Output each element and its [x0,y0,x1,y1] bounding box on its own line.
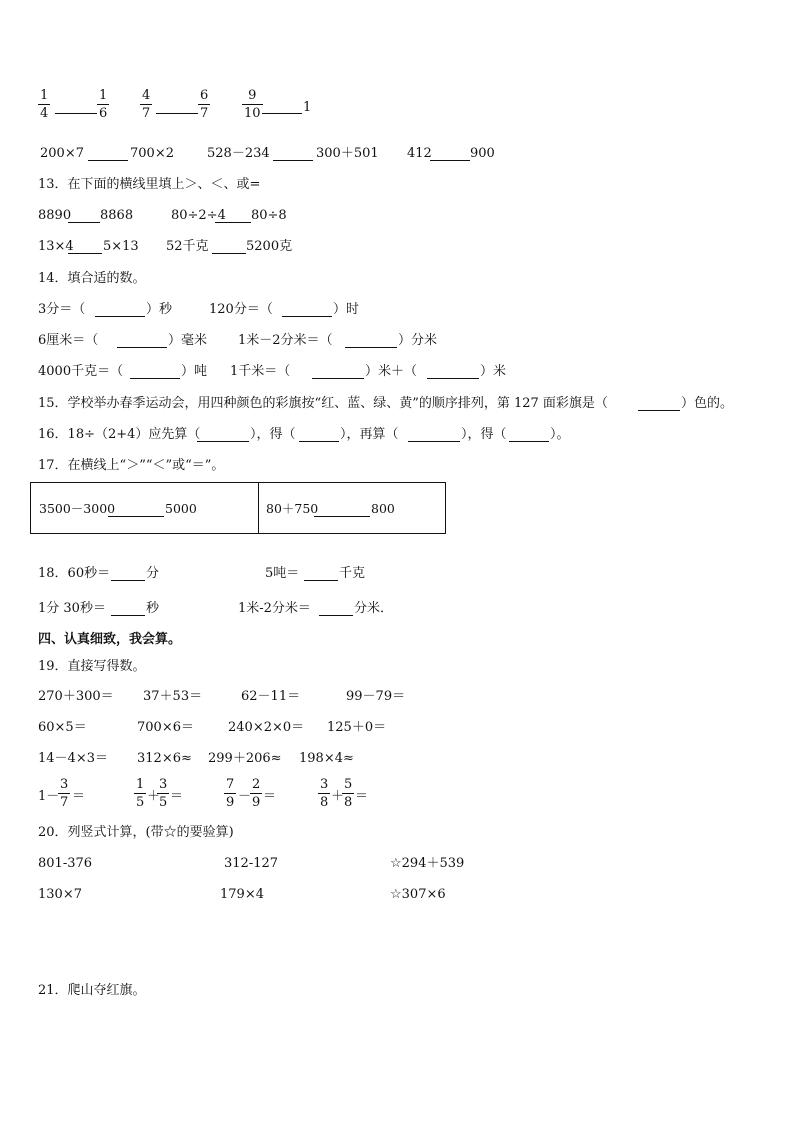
prompt-text: 1分 30秒＝ [38,601,106,616]
equals-sign: ＝ [263,789,277,804]
question-16-text: 16．18÷（2+4）应先算（ [38,427,201,442]
table-divider [258,483,259,533]
prompt-text: ）秒 [146,302,173,317]
expression: 700×2 [130,146,174,161]
prompt-text: ），得（ [250,427,296,442]
equals-sign: ＝ [355,789,369,804]
table-cell-right-value: 800 [371,501,395,516]
arithmetic-item: 270＋300＝ [38,689,114,704]
answer-blank[interactable] [197,440,249,442]
fraction: 3 7 [60,777,69,810]
answer-blank[interactable] [108,515,164,517]
question-14-title: 14．填合适的数。 [38,271,146,286]
answer-blank[interactable] [117,346,167,348]
answer-blank[interactable] [262,112,302,114]
prompt-text: ）分米 [398,333,438,348]
expression: 13×4 [38,239,74,254]
answer-blank[interactable] [299,440,339,442]
question-19-title: 19．直接写得数。 [38,659,146,674]
expression: 412 [407,146,432,161]
answer-blank[interactable] [88,159,128,161]
question-15-suffix: ）色的。 [681,396,734,411]
answer-blank[interactable] [319,614,353,616]
vertical-calc-item: 130×7 [38,887,82,902]
arithmetic-item: 14－4×3＝ [38,751,108,766]
arithmetic-item: 62－11＝ [241,689,301,704]
prompt-text: 120分＝（ [209,302,273,317]
expression: 5×13 [103,239,139,254]
prompt-text: ），再算（ [340,427,399,442]
prompt-text: ）米＋（ [365,364,418,379]
expression: 52千克 [166,239,209,254]
arithmetic-item: 198×4≈ [299,751,354,766]
arithmetic-item: 1－ [38,789,60,804]
prompt-text: ）。 [550,427,570,442]
expression: 5200克 [246,239,293,254]
fraction: 7 9 [226,777,235,810]
answer-blank[interactable] [215,221,251,223]
expression: 8868 [100,208,134,223]
unit-text: 分米． [354,601,394,616]
expression: 300＋501 [316,146,379,161]
compare-value: 1 [303,100,312,115]
answer-blank[interactable] [345,346,397,348]
prompt-text: ）毫米 [168,333,208,348]
table-cell-left-expression: 3500－3000 [39,501,116,516]
vertical-calc-item: ☆294＋539 [390,856,465,871]
vertical-calc-item: ☆307×6 [390,887,446,902]
question-21-title: 21．爬山夺红旗。 [38,983,146,998]
arithmetic-item: 312×6≈ [137,751,192,766]
answer-blank[interactable] [312,377,364,379]
prompt-text: ）吨 [181,364,208,379]
fraction: 1 6 [99,88,108,121]
section-heading: 四、认真细致，我会算。 [38,632,182,647]
prompt-text: ），得（ [461,427,507,442]
vertical-calc-item: 801-376 [38,856,93,871]
question-17-title: 17．在横线上“＞”“＜”或“＝”。 [38,458,225,473]
operator: － [238,789,252,804]
arithmetic-item: 700×6＝ [137,720,194,735]
answer-blank[interactable] [304,579,338,581]
arithmetic-item: 60×5＝ [38,720,87,735]
fraction: 1 4 [40,88,49,121]
arithmetic-item: 299＋206≈ [208,751,282,766]
fraction: 2 9 [252,777,261,810]
prompt-text: 5吨＝ [265,566,300,581]
comparison-table [30,482,446,534]
arithmetic-item: 125＋0＝ [327,720,387,735]
expression: 80÷8 [251,208,287,223]
answer-blank[interactable] [314,515,370,517]
fraction: 3 8 [320,777,329,810]
answer-blank[interactable] [111,614,145,616]
arithmetic-item: 240×2×0＝ [228,720,305,735]
fraction: 6 7 [200,88,209,121]
answer-blank[interactable] [55,112,97,114]
table-cell-right-expression: 80＋750 [266,501,319,516]
answer-blank[interactable] [95,315,145,317]
operator: ＋ [331,789,345,804]
answer-blank[interactable] [509,440,549,442]
vertical-calc-item: 179×4 [220,887,264,902]
expression: 200×7 [40,146,84,161]
answer-blank[interactable] [408,440,460,442]
answer-blank[interactable] [130,377,180,379]
fraction: 3 5 [159,777,168,810]
question-18-text: 18．60秒＝ [38,566,111,581]
question-15-text: 15．学校举办春季运动会，用四种颜色的彩旗按“红、蓝、绿、黄”的顺序排列，第 127 面彩旗是（ [38,396,608,411]
answer-blank[interactable] [68,252,102,254]
arithmetic-item: 37＋53＝ [143,689,203,704]
equals-sign: ＝ [72,789,86,804]
prompt-text: ）米 [480,364,507,379]
answer-blank[interactable] [273,159,313,161]
operator: ＋ [147,789,161,804]
answer-blank[interactable] [430,159,470,161]
fraction: 4 7 [142,88,151,121]
expression: 528－234 [207,146,270,161]
prompt-text: 6厘米＝（ [38,333,99,348]
unit-text: 秒 [146,601,160,616]
answer-blank[interactable] [68,221,100,223]
fraction: 9 10 [244,88,261,121]
answer-blank[interactable] [156,112,198,114]
unit-text: 分 [146,566,160,581]
vertical-calc-item: 312-127 [224,856,279,871]
fraction: 1 5 [136,777,145,810]
unit-text: 千克 [339,566,366,581]
question-13-title: 13．在下面的横线里填上＞、＜、或= [38,177,261,192]
fraction: 5 8 [344,777,353,810]
answer-blank[interactable] [212,252,246,254]
answer-blank[interactable] [427,377,479,379]
arithmetic-item: 99－79＝ [346,689,406,704]
question-20-title: 20．列竖式计算，(带☆的要验算) [38,825,234,840]
answer-blank[interactable] [638,409,680,411]
expression: 80÷2÷4 [171,208,226,223]
expression: 8890 [38,208,72,223]
prompt-text: ）时 [333,302,360,317]
table-cell-left-value: 5000 [165,501,197,516]
expression: 900 [470,146,495,161]
prompt-text: 1千米＝（ [230,364,291,379]
answer-blank[interactable] [111,579,145,581]
equals-sign: ＝ [170,789,184,804]
prompt-text: 3分＝（ [38,302,86,317]
prompt-text: 1米-2分米＝ [238,601,311,616]
answer-blank[interactable] [282,315,332,317]
prompt-text: 4000千克＝（ [38,364,124,379]
prompt-text: 1米－2分米＝（ [238,333,333,348]
